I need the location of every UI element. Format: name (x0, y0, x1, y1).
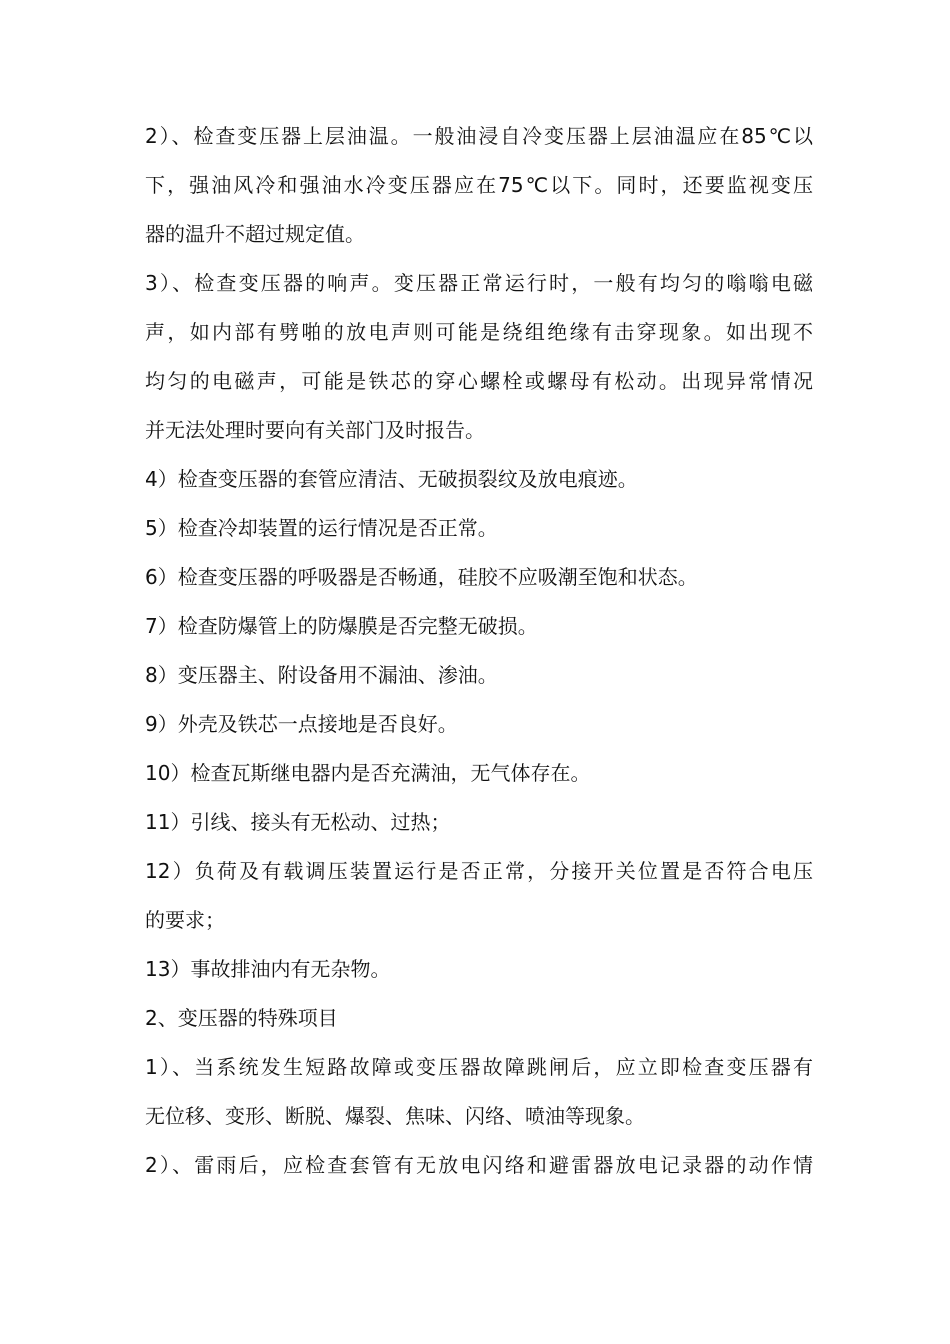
text-line-16: 12）负荷及有载调压装置运行是否正常，分接开关位置是否符合电压 (145, 859, 813, 883)
text-line-1: 2）、检查变压器上层油温。一般油浸自冷变压器上层油温应在85℃以 (145, 124, 813, 148)
text-line-8: 4）检查变压器的套管应清洁、无破损裂纹及放电痕迹。 (145, 467, 638, 491)
text-line-9: 5）检查冷却装置的运行情况是否正常。 (145, 516, 498, 540)
text-line-4: 3）、检查变压器的响声。变压器正常运行时，一般有均匀的嗡嗡电磁 (145, 271, 813, 295)
text-line-6: 均匀的电磁声，可能是铁芯的穿心螺栓或螺母有松动。出现异常情况 (145, 369, 813, 393)
text-line-5: 声，如内部有劈啪的放电声则可能是绕组绝缘有击穿现象。如出现不 (145, 320, 813, 344)
text-line-22: 2）、雷雨后，应检查套管有无放电闪络和避雷器放电记录器的动作情 (145, 1153, 813, 1177)
text-line-12: 8）变压器主、附设备用不漏油、渗油。 (145, 663, 498, 687)
text-line-10: 6）检查变压器的呼吸器是否畅通，硅胶不应吸潮至饱和状态。 (145, 565, 698, 589)
text-line-14: 10）检查瓦斯继电器内是否充满油，无气体存在。 (145, 761, 591, 785)
text-line-21: 无位移、变形、断脱、爆裂、焦味、闪络、喷油等现象。 (145, 1104, 645, 1128)
text-line-7: 并无法处理时要向有关部门及时报告。 (145, 418, 485, 442)
text-line-17: 的要求； (145, 908, 225, 932)
section-heading: 2、变压器的特殊项目 (145, 1006, 338, 1030)
text-line-11: 7）检查防爆管上的防爆膜是否完整无破损。 (145, 614, 538, 638)
text-line-2: 下，强油风冷和强油水冷变压器应在75℃以下。同时，还要监视变压 (145, 173, 813, 197)
text-line-13: 9）外壳及铁芯一点接地是否良好。 (145, 712, 458, 736)
text-line-18: 13）事故排油内有无杂物。 (145, 957, 391, 981)
text-line-20: 1）、当系统发生短路故障或变压器故障跳闸后，应立即检查变压器有 (145, 1055, 813, 1079)
document-body (145, 118, 813, 1196)
text-line-3: 器的温升不超过规定值。 (145, 222, 365, 246)
text-line-15: 11）引线、接头有无松动、过热； (145, 810, 451, 834)
